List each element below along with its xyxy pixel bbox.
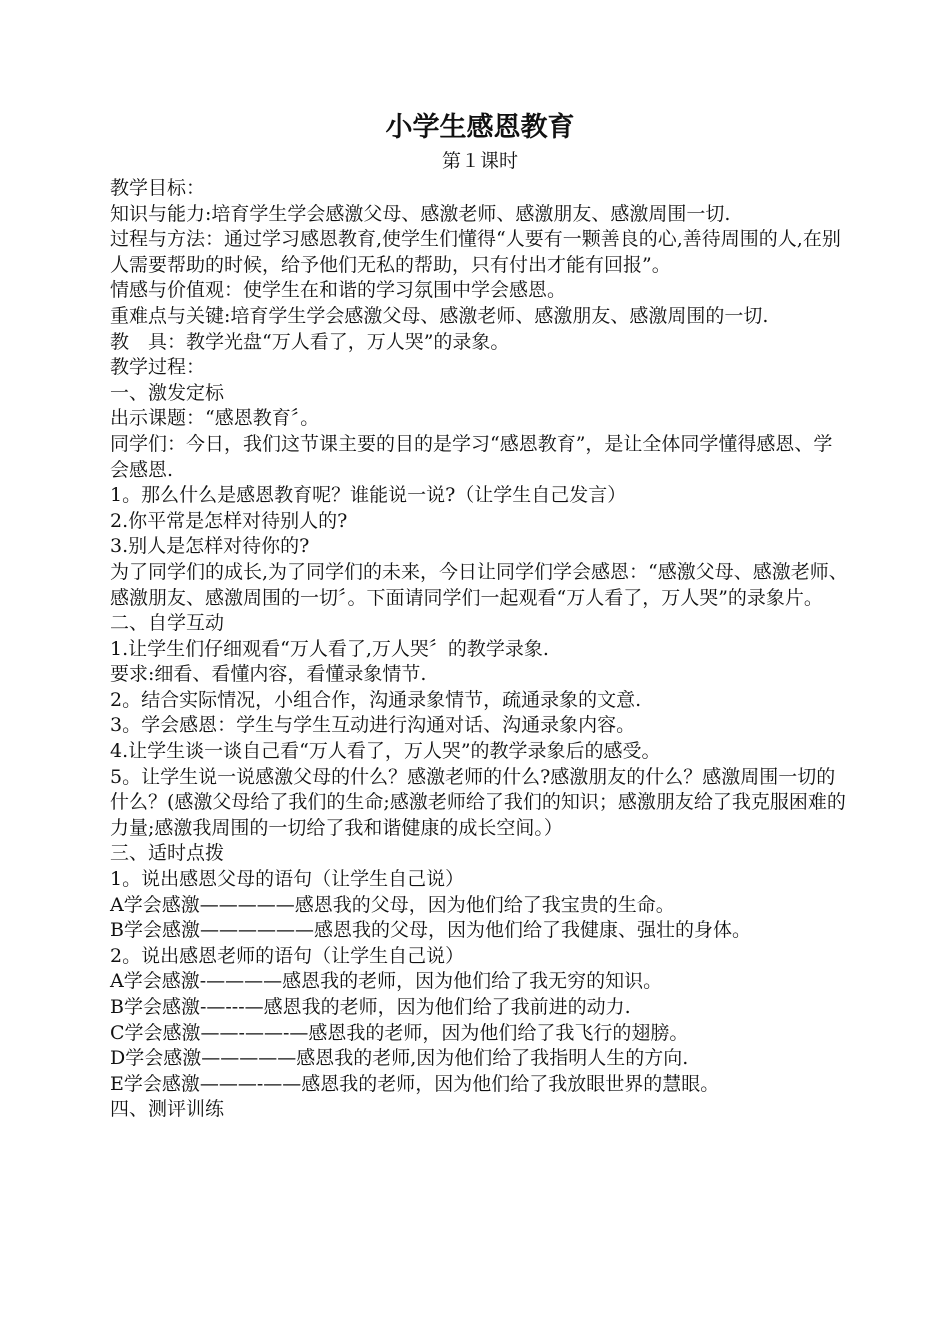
list-item: 4.让学生谈一谈自己看“万人看了，万人哭”的教学录象后的感受。	[110, 740, 661, 763]
paragraph: 出示课题：“感恩教育〞。	[110, 407, 320, 430]
key-points: 重难点与关键:培育学生学会感激父母、感激老师、感激朋友、感激周围的一切.	[110, 304, 769, 327]
objective-process: 过程与方法：通过学习感恩教育,使学生们懂得“人要有一颗善良的心,善待周围的人,在别人需要帮助的时候，给予他们无私的帮助，只有付出才能有回报”。	[110, 228, 841, 276]
objective-knowledge: 知识与能力:培育学生学会感激父母、感激老师、感激朋友、感激周围一切.	[110, 202, 731, 225]
part-three-heading: 三、适时点拨	[110, 842, 225, 865]
list-item: B学会感激——————感恩我的父母，因为他们给了我健康、强壮的身体。	[110, 919, 751, 942]
paragraph: 要求:细看、看懂内容，看懂录象情节.	[110, 663, 427, 686]
list-item: 3。学会感恩：学生与学生互动进行沟通对话、沟通录象内容。	[110, 714, 636, 737]
paragraph: 为了同学们的成长,为了同学们的未来，今日让同学们学会感恩：“感激父母、感激老师、感激朋友、感激周围的一切〞。下面请同学们一起观看“万人看了，万人哭”的录象片。	[110, 560, 848, 609]
part-four-heading: 四、测评训练	[110, 1098, 225, 1121]
objective-values: 情感与价值观：使学生在和谐的学习氛围中学会感恩。	[110, 279, 567, 302]
section-objectives-heading: 教学目标：	[110, 177, 206, 199]
list-item: A学会感激—————感恩我的父母，因为他们给了我宝贵的生命。	[110, 893, 675, 916]
list-item: A学会感激-————感恩我的老师，因为他们给了我无穷的知识。	[110, 970, 663, 993]
list-item: B学会感激-—---—感恩我的老师，因为他们给了我前进的动力.	[110, 996, 631, 1018]
list-item: C学会感激——-——-—感恩我的老师，因为他们给了我飞行的翅膀。	[110, 1021, 689, 1044]
document-title: 小学生感恩教育	[385, 112, 575, 143]
lesson-subtitle: 第１课时	[441, 150, 518, 172]
list-item: 2.你平常是怎样对待别人的?	[110, 509, 348, 532]
list-item: 2。结合实际情况，小组合作，沟通录象情节，疏通录象的文意.	[110, 688, 642, 711]
list-item: 5。让学生说一说感激父母的什么？感激老师的什么?感激朋友的什么？感激周围一切的什么？(感激父母给了我们的生命;感激老师给了我们的知识；感激朋友给了我克服困难的力量;感激我周围的一切给了我和谐健康的成长空间。）	[110, 765, 846, 839]
list-item: 1.让学生们仔细观看“万人看了,万人哭〞的教学录象.	[110, 637, 549, 660]
part-one-heading: 一、激发定标	[110, 381, 225, 404]
list-item: 1。那么什么是感恩教育呢？谁能说一说?（让学生自己发言）	[110, 484, 627, 507]
section-process-heading: 教学过程：	[110, 356, 206, 379]
part-two-heading: 二、自学互动	[110, 612, 225, 635]
list-item: E学会感激———-——感恩我的老师，因为他们给了我放眼世界的慧眼。	[110, 1072, 720, 1095]
list-item: 2。说出感恩老师的语句（让学生自己说）	[110, 944, 465, 967]
list-item: 3.别人是怎样对待你的?	[110, 535, 310, 558]
paragraph: 同学们：今日，我们这节课主要的目的是学习“感恩教育”，是让全体同学懂得感恩、学会感恩.	[110, 432, 833, 481]
teaching-tools: 教 具：教学光盘“万人看了，万人哭”的录象。	[110, 330, 510, 353]
list-item: 1。说出感恩父母的语句（让学生自己说）	[110, 868, 465, 891]
list-item: D学会感激—————感恩我的老师,因为他们给了我指明人生的方向.	[110, 1047, 689, 1070]
